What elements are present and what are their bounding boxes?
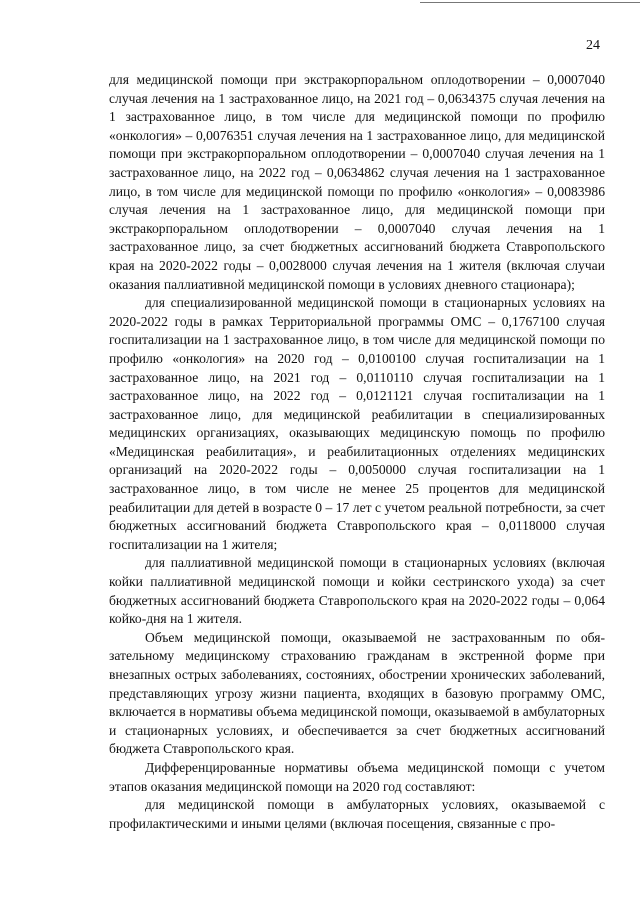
document-body (109, 71, 605, 833)
paragraph-outpatient-prevention: для медицинской помощи в амбулаторных условиях, оказываемой с профилактическими и иными целями (включая посещения, связанные с про- (109, 797, 605, 831)
paragraph-differentiated-norms: Дифференцированные нормативы объема медицинской помощи с учетом этапов оказания медицинской помощи на 2020 год составляют: (109, 759, 605, 794)
page-number: 24 (586, 38, 600, 53)
top-border-line (420, 2, 640, 3)
paragraph-palliative-inpatient: для паллиативной медицинской помощи в стационарных условиях (включая койки паллиативной медицинской помощи и койки сестринского ухода) за счет бюджетных ассигнований бюджета Ставропольского края на 2020-2022 годы – 0,064 койко-дня на 1 жителя. (109, 555, 605, 627)
paragraph-day-hospital-continuation: для медицинской помощи при экстракорпоральном оплодотворении – 0,0007040 случая лечения на 1 застрахованное лицо, на 2021 год – 0,0634375 случая лечения на 1 застрахованное лицо, в том числе для медицинской помощи по профилю «онкология» – 0,0076351 случая лечения на 1 застрахованное лицо, для медицинской помощи при экстракорпоральном оплодотворении – 0,0007040 случая лечения на 1 застрахованное лицо, на 2022 год – 0,0634862 случая лечения на 1 застрахованное лицо, в том числе для медицинской помощи по профилю «онкология» – 0,0083986 случая лечения на 1 застрахованное лицо, для медицинской помощи при экстракорпоральном оплодотворении – 0,0007040 случая лечения на 1 застрахованное лицо, за счет бюджетных ассигнований бюджета Ставропольского края на 2020-2022 годы – 0,0028000 случая лечения на 1 жителя (включая случаи оказания паллиативной медицинской помощи в условиях дневного стационара); (109, 72, 605, 292)
paragraph-uninsured-emergency: Объем медицинской помощи, оказываемой не застрахованным по обязательному медицинскому страхованию гражданам в экстренной форме при внезапных острых заболеваниях, состояниях, обострении хронических заболеваний, представляющих угрозу жизни пациента, входящих в базовую программу ОМС, включается в нормативы объема медицинской помощи, оказываемой в амбулаторных и стационарных условиях, и обеспечивается за счет бюджетных ассигнований бюджета Ставропольского края. (109, 629, 605, 757)
paragraph-inpatient-specialized: для специализированной медицинской помощи в стационарных условиях на 2020-2022 годы в рамках Территориальной программы ОМС – 0,1767100 случая госпитализации на 1 застрахованное лицо, в том числе для медицинской помощи по профилю «онкология» на 2020 год – 0,0100100 случая госпитализации на 1 застрахованное лицо, на 2021 год – 0,0110110 случая госпитализации на 1 застрахованное лицо, на 2022 год – 0,0121121 случая госпитализации на 1 застрахованное лицо, для медицинской реабилитации в специализированных медицинских организациях, оказывающих медицинскую помощь по профилю «Медицинская реабилитация», и реабилитационных отделениях медицинских организаций на 2020-2022 годы – 0,0050000 случая госпитализации на 1 застрахованное лицо, в том числе не менее 25 процентов для медицинской реабилитации для детей в возрасте 0 – 17 лет с учетом реальной потребности, за счет бюджетных ассигнований бюджета Ставропольского края – 0,0118000 случая госпитализации на 1 жителя; (109, 295, 605, 552)
